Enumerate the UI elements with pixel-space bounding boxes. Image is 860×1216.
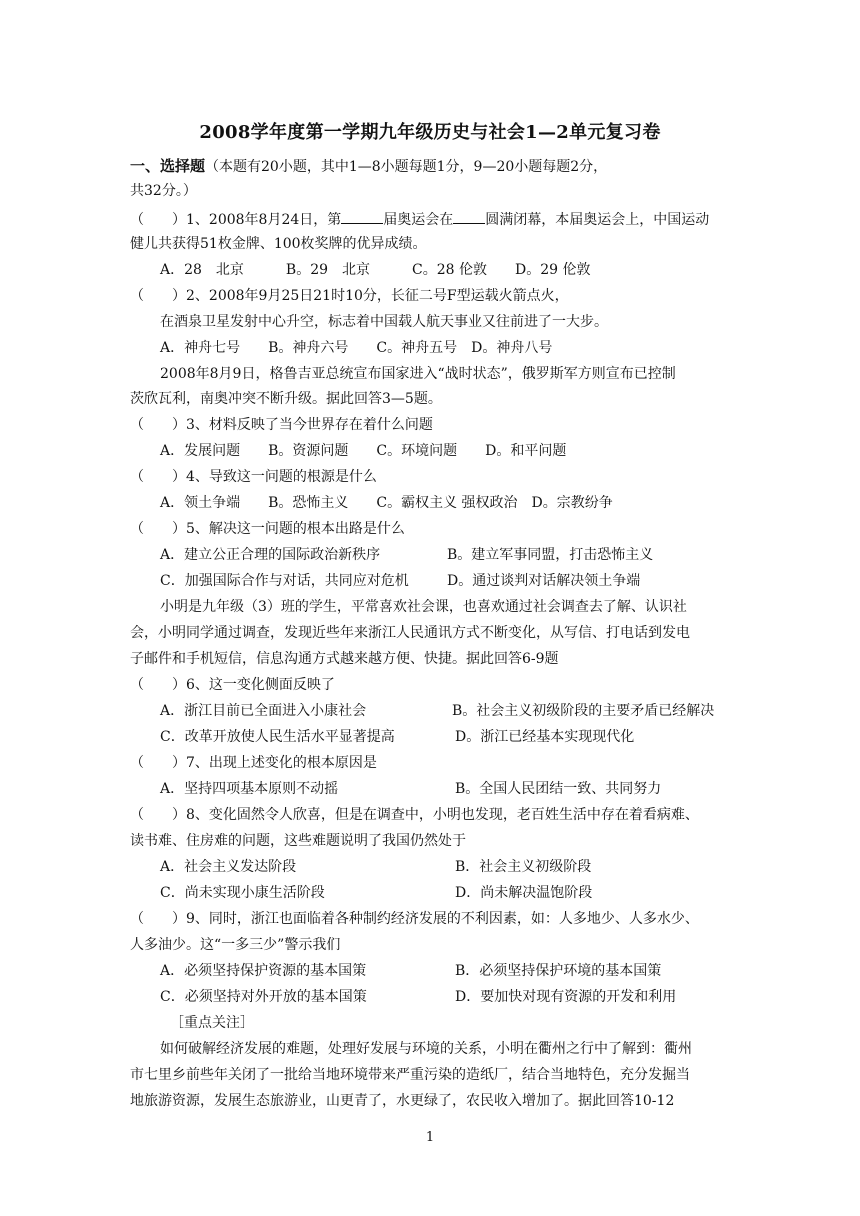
question-6-option-c: C．改革开放使人民生活水平显著提高 <box>160 729 395 745</box>
material-6-9: 小明是九年级（3）班的学生，平常喜欢社会课，也喜欢通过社会调查去了解、认识社 <box>160 599 687 615</box>
question-6-option-b: B。社会主义初级阶段的主要矛盾已经解决 <box>452 703 715 719</box>
question-6-option-d: D。浙江已经基本实现现代化 <box>455 729 635 745</box>
question-8-option-b: B．社会主义初级阶段 <box>455 859 592 875</box>
question-3-options: A．发展问题 B。资源问题 C。环境问题 D。和平问题 <box>160 443 567 459</box>
question-9-option-c: C．必须坚持对外开放的基本国策 <box>160 989 367 1005</box>
question-8-stem-cont: 读书难、住房难的问题，这些难题说明了我国仍然处于 <box>130 833 466 849</box>
q1-text-a: （ ）1、2008年8月24日，第 <box>130 212 342 228</box>
question-8-option-c: C．尚未实现小康生活阶段 <box>160 885 325 901</box>
question-9-stem-cont: 人多油少。这“一多三少”警示我们 <box>130 937 341 953</box>
material-3-5: 2008年8月9日，格鲁吉亚总统宣布国家进入“战时状态”，俄罗斯军方则宣布已控制 <box>160 366 676 382</box>
section-note-cont: 共32分。） <box>130 183 197 199</box>
question-2-stem-cont: 在酒泉卫星发射中心升空，标志着中国载人航天事业又往前进了一大步。 <box>160 314 608 330</box>
question-1-stem <box>130 209 735 230</box>
page-number: 1 <box>425 1130 435 1145</box>
question-7-stem: （ ）7、出现上述变化的根本原因是 <box>130 755 377 771</box>
material-10-12-cont-2: 地旅游资源，发展生态旅游业，山更青了，水更绿了，农民收入增加了。据此回答10-12 <box>130 1093 675 1109</box>
question-5-option-c: C．加强国际合作与对话，共同应对危机 <box>160 573 409 589</box>
material-6-9-cont-1: 会，小明同学通过调查，发现近些年来浙江人民通讯方式不断变化，从写信、打电话到发电 <box>130 625 690 641</box>
q1-blank-1 <box>341 209 383 224</box>
question-8-option-d: D．尚未解决温饱阶段 <box>455 885 593 901</box>
q1-blank-2 <box>453 209 485 224</box>
section-note: （本题有20小题，其中1—8小题每题1分，9—20小题每题2分， <box>205 159 608 175</box>
section-heading <box>130 156 735 177</box>
question-9-option-b: B．必须坚持保护环境的基本国策 <box>455 963 662 979</box>
question-1-options: A．28 北京 B。29 北京 C。28 伦敦 D。29 伦敦 <box>160 262 591 278</box>
question-3-stem: （ ）3、材料反映了当今世界存在着什么问题 <box>130 417 433 433</box>
question-2-stem: （ ）2、2008年9月25日21时10分，长征二号F型运载火箭点火， <box>130 288 569 304</box>
question-9-option-a: A．必须坚持保护资源的基本国策 <box>160 963 367 979</box>
question-1-stem-cont: 健儿共获得51枚金牌、100枚奖牌的优异成绩。 <box>130 236 427 252</box>
q1-text-b: 届奥运会在 <box>383 212 454 228</box>
question-9-option-d: D．要加快对现有资源的开发和利用 <box>455 989 677 1005</box>
question-5-option-b: B。建立军事同盟，打击恐怖主义 <box>447 547 654 563</box>
question-4-options: A．领土争端 B。恐怖主义 C。霸权主义 强权政治 D。宗教纷争 <box>160 495 613 511</box>
material-6-9-cont-2: 子邮件和手机短信，信息沟通方式越来越方便、快捷。据此回答6-9题 <box>130 651 559 667</box>
question-7-option-a: A．坚持四项基本原则不动摇 <box>160 781 339 797</box>
question-8-stem: （ ）8、变化固然令人欣喜，但是在调查中，小明也发现，老百姓生活中存在着看病难、 <box>130 807 699 823</box>
section-label: 一、选择题 <box>130 157 206 175</box>
page-title: 2008学年度第一学期九年级历史与社会1—2单元复习卷 <box>199 122 661 143</box>
material-10-12-cont-1: 市七里乡前些年关闭了一批给当地环境带来严重污染的造纸厂，结合当地特色，充分发掘当 <box>130 1067 690 1083</box>
q1-text-c: 圆满闭幕，本届奥运会上，中国运动 <box>485 212 710 228</box>
question-2-options: A．神舟七号 B。神舟六号 C。神舟五号 D。神舟八号 <box>160 340 553 356</box>
question-7-option-b: B。全国人民团结一致、共同努力 <box>455 781 662 797</box>
question-5-option-a: A．建立公正合理的国际政治新秩序 <box>160 547 381 563</box>
question-9-stem: （ ）9、同时，浙江也面临着各种制约经济发展的不利因素，如：人多地少、人多水少、 <box>130 911 699 927</box>
question-6-stem: （ ）6、这一变化侧面反映了 <box>130 677 335 693</box>
focus-label: ［重点关注］ <box>170 1015 254 1031</box>
material-10-12: 如何破解经济发展的难题，处理好发展与环境的关系，小明在衢州之行中了解到：衢州 <box>160 1041 692 1057</box>
question-5-stem: （ ）5、解决这一问题的根本出路是什么 <box>130 521 405 537</box>
question-5-option-d: D。通过谈判对话解决领土争端 <box>447 573 641 589</box>
question-4-stem: （ ）4、导致这一问题的根源是什么 <box>130 469 377 485</box>
material-3-5-cont: 茨欣瓦利，南奥冲突不断升级。据此回答3—5题。 <box>130 391 442 407</box>
question-6-option-a: A．浙江目前已全面进入小康社会 <box>160 703 367 719</box>
question-8-option-a: A．社会主义发达阶段 <box>160 859 297 875</box>
